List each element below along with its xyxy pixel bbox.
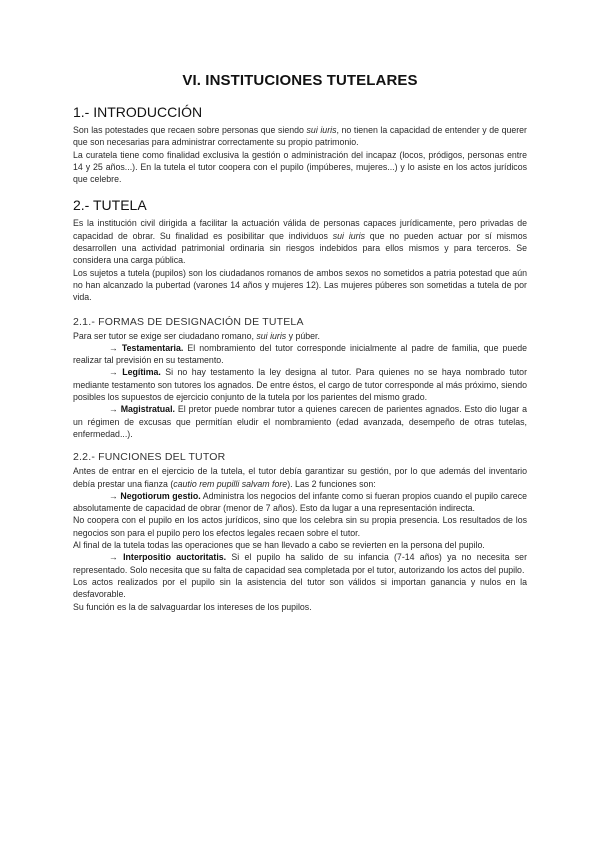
- paragraph-funciones-b: Al final de la tutela todas las operaciones que se han llevado a cabo se revierten en la persona del pupilo.: [73, 540, 485, 551]
- section-heading-introduccion: 1.- INTRODUCCIÓN: [73, 104, 203, 120]
- arrow-icon: →: [109, 367, 118, 378]
- paragraph-formas-intro: Para ser tutor se exige ser ciudadano romano, sui iuris y púber.: [73, 330, 320, 341]
- list-item-magistratual: → Magistratual. El pretor puede nombrar tutor a quienes carecen de parientes agnados. Esto dio lugar a un régimen de excusas que permitían eludir el nombramiento (edad avanzada, desempeño de otras tutelas, enfermedad...).: [73, 404, 527, 439]
- subsection-heading-formas: 2.1.- FORMAS DE DESIGNACIÓN DE TUTELA: [73, 315, 304, 328]
- section-heading-tutela: 2.- TUTELA: [73, 197, 147, 214]
- arrow-icon: →: [109, 552, 118, 563]
- paragraph-intro-2: La curatela tiene como finalidad exclusiva la gestión o administración del incapaz (locos, pródigos, personas entre 14 y 25 años...). En la tutela el tutor coopera con el pupilo (impúberes, mujeres...) y lo asiste en los actos jurídicos que celebre.: [73, 149, 527, 185]
- arrow-icon: →: [109, 342, 118, 353]
- paragraph-funciones-c: Los actos realizados por el pupilo sin la asistencia del tutor son válidos si importan ganancia y nulos en la desfavorable.: [73, 576, 527, 600]
- list-item-interpositio: → Interpositio auctoritatis. Si el pupilo ha salido de su infancia (7-14 años) ya no necesita ser representado. Solo necesita que su falta de capacidad sea completada por el tutor, autorizando los actos del pupilo.: [73, 552, 528, 575]
- paragraph-funciones-d: Su función es la de salvaguardar los intereses de los pupilos.: [73, 601, 312, 612]
- paragraph-tutela-2: Los sujetos a tutela (pupilos) son los ciudadanos romanos de ambos sexos no sometidos a patria potestad que aún no han alcanzado la pubertad (varones 14 años y mujeres 12). Las mujeres púberes son sometidas a tutela de por vida.: [73, 267, 527, 303]
- paragraph-funciones-a: No coopera con el pupilo en los actos jurídicos, sino que los celebra sin su propia presencia. Los resultados de los negocios son para el pupilo pero los efectos legales recaen sobre el tutor.: [73, 515, 527, 538]
- list-item-testamentaria: → Testamentaria. El nombramiento del tutor corresponde inicialmente al padre de familia, que puede realizar tal previsión en su testamento.: [73, 342, 527, 366]
- arrow-icon: →: [109, 490, 118, 501]
- list-item-negotiorum-gestio: → Negotiorum gestio. Administra los negocios del infante como si fueran propios cuando el pupilo carece absolutamente de capacidad de obrar (menor de 7 años). Esto da lugar a una representación indirecta.: [73, 490, 527, 514]
- paragraph-tutela-1: Es la institución civil dirigida a facilitar la actuación válida de personas capaces jurídicamente, pero privadas de capacidad de obrar. Su finalidad es posibilitar que individuos sui iuris que no pueden actuar por sí mismos desarrollen una actividad patrimonial ordinaria sin riesgos indebidos para ellos mismos y para terceros. Se considera una carga pública.: [73, 218, 527, 266]
- paragraph-intro-1: Son las potestades que recaen sobre personas que siendo sui iuris, no tienen la capacidad de entender y de querer que son necesarias para administrar correctamente su propio patrimonio.: [73, 125, 527, 148]
- arrow-icon: →: [109, 404, 118, 415]
- subsection-heading-funciones: 2.2.- FUNCIONES DEL TUTOR: [73, 451, 226, 464]
- list-item-legitima: → Legítima. Si no hay testamento la ley designa al tutor. Para quienes no se haya nombrado tutor mediante testamento son tutores los agnados. De entre éstos, el cargo de tutor corresponde al más próximo, siendo posibles los supuestos de ejercicio conjunto de la tutela por los parientes del mismo grado.: [73, 367, 527, 403]
- document-title: VI. INSTITUCIONES TUTELARES: [182, 72, 418, 89]
- paragraph-funciones-intro: Antes de entrar en el ejercicio de la tutela, el tutor debía garantizar su gestión, por lo que además del inventario debía prestar una fianza (cautio rem pupilli salvam fore). Las 2 funciones son:: [73, 466, 527, 489]
- document-body: [73, 104, 527, 613]
